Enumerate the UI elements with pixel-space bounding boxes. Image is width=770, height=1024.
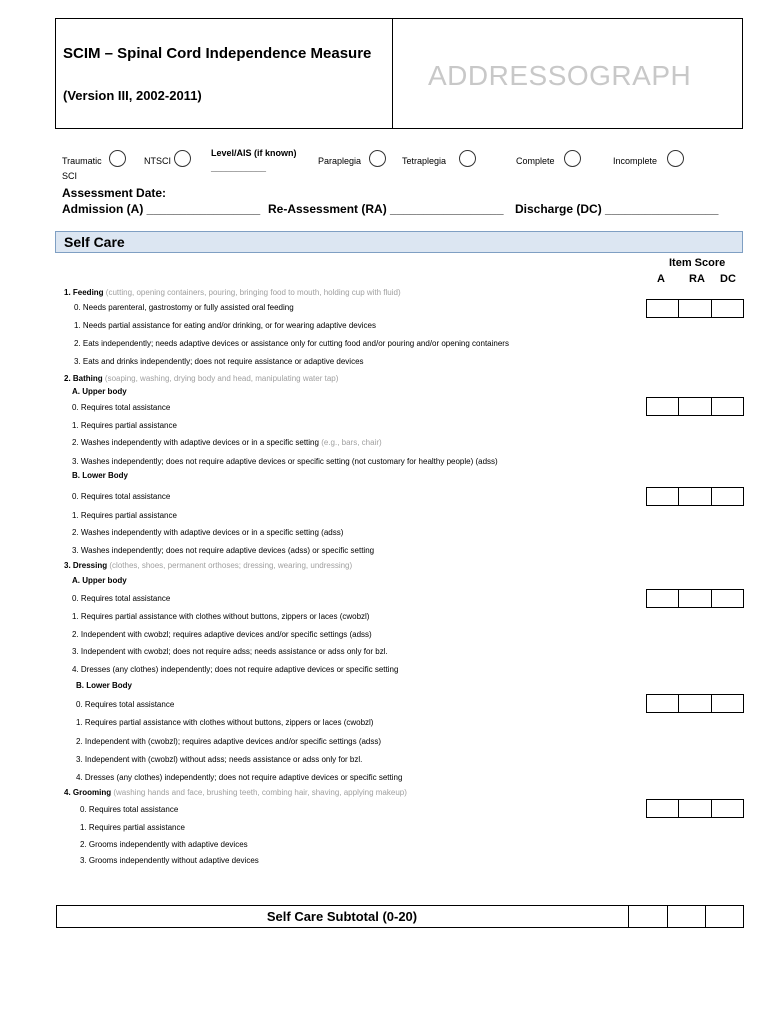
level-ais-field[interactable]: ___________	[211, 163, 267, 173]
score-cell-ra[interactable]	[679, 695, 711, 712]
dressing-lower-option-1: 1. Requires partial assistance with clothes without buttons, zippers or laces (cwobzl)	[76, 718, 374, 727]
dressing-lower-option-4: 4. Dresses (any clothes) independently; does not require adaptive devices or specific setting	[76, 773, 403, 782]
assessment-date-label: Assessment Date:	[62, 186, 167, 200]
bathing-lower-score-box[interactable]	[646, 487, 744, 506]
bathing-upper-option-2-text: 2. Washes independently with adaptive devices or in a specific setting	[72, 438, 319, 447]
traumatic-radio[interactable]	[109, 150, 126, 167]
discharge-field[interactable]: Discharge (DC) _________________	[515, 202, 719, 216]
bathing-upper-option-2	[72, 438, 382, 447]
dressing-desc: (clothes, shoes, permanent orthoses; dressing, wearing, undressing)	[109, 561, 353, 570]
grooming-option-0: 0. Requires total assistance	[80, 805, 179, 814]
incomplete-radio[interactable]	[667, 150, 684, 167]
feeding-option-2: 2. Eats independently; needs adaptive devices or assistance only for cutting food and/or pouring and/or opening containers	[74, 339, 509, 348]
bathing-lower-option-3: 3. Washes independently; does not require adaptive devices (adss) or specific setting	[72, 546, 375, 555]
score-cell-ra[interactable]	[679, 398, 711, 415]
dressing-upper-option-0: 0. Requires total assistance	[72, 594, 171, 603]
subtotal-cell-dc[interactable]	[706, 906, 743, 927]
score-cell-dc[interactable]	[712, 488, 743, 505]
grooming-option-1: 1. Requires partial assistance	[80, 823, 185, 832]
ntsci-label: NTSCI	[144, 156, 171, 166]
item-score-header: Item Score	[669, 257, 726, 269]
score-cell-dc[interactable]	[712, 398, 743, 415]
page-title: SCIM – Spinal Cord Independence Measure	[63, 45, 372, 62]
dressing-upper-option-2: 2. Independent with cwobzl; requires adaptive devices and/or specific settings (adss)	[72, 630, 372, 639]
bathing-lower-option-0: 0. Requires total assistance	[72, 492, 171, 501]
reassessment-field[interactable]: Re-Assessment (RA) _________________	[268, 202, 504, 216]
header-divider	[392, 19, 393, 128]
bathing-upper-score-box[interactable]	[646, 397, 744, 416]
score-cell-a[interactable]	[647, 800, 679, 817]
dressing-upper-option-4: 4. Dresses (any clothes) independently; does not require adaptive devices or specific setting	[72, 665, 399, 674]
bathing-lower-option-2: 2. Washes independently with adaptive devices or in a specific setting (adss)	[72, 528, 344, 537]
bathing-desc: (soaping, washing, drying body and head, manipulating water tap)	[104, 374, 339, 383]
feeding-title	[64, 288, 401, 297]
dressing-upper-label: A. Upper body	[72, 576, 127, 585]
feeding-option-3: 3. Eats and drinks independently; does not require assistance or adaptive devices	[74, 357, 364, 366]
bathing-upper-label: A. Upper body	[72, 387, 127, 396]
feeding-score-box[interactable]	[646, 299, 744, 318]
score-cell-a[interactable]	[647, 398, 679, 415]
section-title: Self Care	[64, 234, 125, 250]
grooming-title-text: 4. Grooming	[64, 788, 112, 797]
feeding-option-1: 1. Needs partial assistance for eating and/or drinking, or for wearing adaptive devices	[74, 321, 376, 330]
complete-radio[interactable]	[564, 150, 581, 167]
bathing-title-text: 2. Bathing	[64, 374, 103, 383]
dressing-lower-label: B. Lower Body	[76, 681, 133, 690]
paraplegia-radio[interactable]	[369, 150, 386, 167]
feeding-title-text: 1. Feeding	[64, 288, 104, 297]
bathing-upper-option-2-example: (e.g., bars, chair)	[321, 438, 382, 447]
score-cell-dc[interactable]	[712, 695, 743, 712]
feeding-option-0: 0. Needs parenteral, gastrostomy or fully assisted oral feeding	[74, 303, 294, 312]
dressing-upper-option-3: 3. Independent with cwobzl; does not require adss; needs assistance or adss only for bzl.	[72, 647, 388, 656]
bathing-upper-option-1: 1. Requires partial assistance	[72, 421, 177, 430]
traumatic-label: Traumatic	[62, 156, 102, 166]
dressing-lower-option-2: 2. Independent with (cwobzl); requires adaptive devices and/or specific settings (adss)	[76, 737, 382, 746]
grooming-option-2: 2. Grooms independently with adaptive devices	[80, 840, 248, 849]
bathing-lower-option-1: 1. Requires partial assistance	[72, 511, 177, 520]
incomplete-label: Incomplete	[613, 156, 658, 166]
bathing-lower-label: B. Lower Body	[72, 471, 129, 480]
ntsci-radio[interactable]	[174, 150, 191, 167]
grooming-score-box[interactable]	[646, 799, 744, 818]
dressing-lower-option-0: 0. Requires total assistance	[76, 700, 175, 709]
score-cell-a[interactable]	[647, 590, 679, 607]
col-a-header: A	[657, 273, 665, 285]
dressing-lower-option-3: 3. Independent with (cwobzl) without adss; needs assistance or adss only for bzl.	[76, 755, 363, 764]
score-cell-ra[interactable]	[679, 300, 711, 317]
dressing-upper-option-1: 1. Requires partial assistance with clothes without buttons, zippers or laces (cwobzl)	[72, 612, 370, 621]
score-cell-a[interactable]	[647, 488, 679, 505]
subtotal-cell-a[interactable]	[629, 906, 667, 927]
score-cell-ra[interactable]	[679, 488, 711, 505]
dressing-lower-score-box[interactable]	[646, 694, 744, 713]
score-cell-a[interactable]	[647, 300, 679, 317]
subtotal-cell-ra[interactable]	[668, 906, 705, 927]
dressing-title-text: 3. Dressing	[64, 561, 108, 570]
version-label: (Version III, 2002-2011)	[63, 88, 202, 103]
bathing-title	[64, 374, 338, 383]
sci-label: SCI	[62, 171, 78, 181]
score-cell-dc[interactable]	[712, 590, 743, 607]
dressing-upper-score-box[interactable]	[646, 589, 744, 608]
bathing-upper-option-3: 3. Washes independently; does not require adaptive devices or specific setting (not customary for healthy people) (adss)	[72, 457, 498, 466]
bathing-upper-option-0: 0. Requires total assistance	[72, 403, 171, 412]
admission-field[interactable]: Admission (A) _________________	[62, 202, 261, 216]
tetraplegia-radio[interactable]	[459, 150, 476, 167]
col-dc-header: DC	[720, 273, 736, 285]
score-cell-dc[interactable]	[712, 300, 743, 317]
col-ra-header: RA	[689, 273, 705, 285]
grooming-desc: (washing hands and face, brushing teeth, combing hair, shaving, applying makeup)	[113, 788, 407, 797]
tetraplegia-label: Tetraplegia	[402, 156, 447, 166]
dressing-title	[64, 561, 352, 570]
section-bar	[55, 231, 743, 253]
level-ais-label: Level/AIS (if known)	[211, 148, 297, 158]
score-cell-dc[interactable]	[712, 800, 743, 817]
score-cell-ra[interactable]	[679, 590, 711, 607]
score-cell-ra[interactable]	[679, 800, 711, 817]
paraplegia-label: Paraplegia	[318, 156, 362, 166]
grooming-title	[64, 788, 407, 797]
addressograph-placeholder: ADDRESSOGRAPH	[428, 60, 692, 91]
subtotal-label: Self Care Subtotal (0-20)	[266, 909, 418, 924]
grooming-option-3: 3. Grooms independently without adaptive devices	[80, 856, 259, 865]
complete-label: Complete	[516, 156, 555, 166]
score-cell-a[interactable]	[647, 695, 679, 712]
feeding-desc: (cutting, opening containers, pouring, bringing food to mouth, holding cup with fluid)	[105, 288, 401, 297]
